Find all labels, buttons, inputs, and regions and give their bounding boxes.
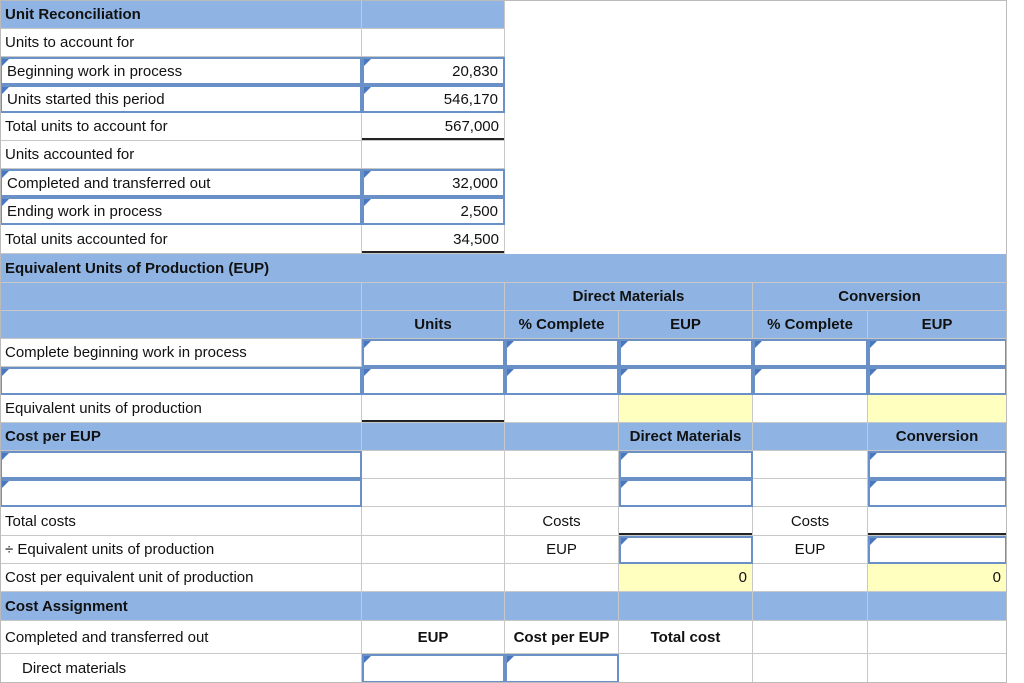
header-cell	[753, 592, 868, 621]
cost-dm-header: Direct Materials	[619, 423, 753, 451]
empty-cell	[753, 621, 868, 654]
dm-cost-per-eup-value: 0	[619, 564, 753, 592]
conv-cost-input[interactable]	[868, 479, 1007, 507]
conv-eup-divisor-input[interactable]	[868, 536, 1007, 564]
cost-row-label-input[interactable]	[0, 451, 362, 479]
cost-conv-header: Conversion	[868, 423, 1007, 451]
conv-pct-complete-header: % Complete	[753, 311, 868, 339]
dm-pct-input[interactable]	[505, 339, 619, 367]
header-cell	[362, 0, 505, 29]
units-to-account-label: Units to account for	[0, 29, 362, 57]
empty-cell	[362, 141, 505, 169]
dm-eup-total	[619, 395, 753, 423]
completed-transferred-input[interactable]: 32,000	[362, 169, 505, 197]
empty-cell	[505, 451, 619, 479]
units-started-label[interactable]: Units started this period	[0, 85, 362, 113]
cost-per-eup-title: Cost per EUP	[0, 423, 362, 451]
conv-eup-input[interactable]	[868, 367, 1007, 395]
empty-cell	[362, 451, 505, 479]
empty-cell	[362, 479, 505, 507]
beginning-units-input[interactable]	[362, 339, 505, 367]
units-header: Units	[362, 311, 505, 339]
header-cell	[505, 423, 619, 451]
header-cell	[619, 592, 753, 621]
dm-cost-input[interactable]	[619, 479, 753, 507]
ca-direct-materials-label: Direct materials	[0, 654, 362, 683]
cost-assignment-title: Cost Assignment	[0, 592, 362, 621]
eup-conversion-header: Conversion	[753, 283, 1007, 311]
conv-pct-input[interactable]	[753, 339, 868, 367]
dm-eup-divisor-input[interactable]	[619, 536, 753, 564]
conv-eup-label: EUP	[753, 536, 868, 564]
units-input[interactable]	[362, 367, 505, 395]
ca-dm-total-cost	[619, 654, 753, 683]
header-cell	[0, 311, 362, 339]
dm-pct-complete-header: % Complete	[505, 311, 619, 339]
empty-cell	[362, 507, 505, 536]
empty-cell	[753, 479, 868, 507]
total-accounted-label: Total units accounted for	[0, 225, 362, 254]
ca-eup-header: EUP	[362, 621, 505, 654]
ca-total-cost-header: Total cost	[619, 621, 753, 654]
empty-cell	[362, 536, 505, 564]
ca-dm-cost-per-eup-input[interactable]	[505, 654, 619, 683]
header-cell	[868, 592, 1007, 621]
eup-row-label-input[interactable]	[0, 367, 362, 395]
header-cell	[753, 423, 868, 451]
total-accounted-value: 34,500	[362, 225, 505, 254]
unit-reconciliation-title: Unit Reconciliation	[0, 0, 362, 29]
total-to-account-label: Total units to account for	[0, 113, 362, 141]
empty-cell	[868, 654, 1007, 683]
ca-dm-eup-input[interactable]	[362, 654, 505, 683]
cost-row-label-input[interactable]	[0, 479, 362, 507]
dm-eup-label: EUP	[505, 536, 619, 564]
empty-cell	[505, 479, 619, 507]
divide-eup-label: ÷ Equivalent units of production	[0, 536, 362, 564]
dm-eup-input[interactable]	[619, 367, 753, 395]
total-to-account-value: 567,000	[362, 113, 505, 141]
complete-beginning-wip-label: Complete beginning work in process	[0, 339, 362, 367]
header-cell	[362, 283, 505, 311]
units-accounted-label: Units accounted for	[0, 141, 362, 169]
empty-cell	[753, 395, 868, 423]
ca-cost-per-eup-header: Cost per EUP	[505, 621, 619, 654]
conv-costs-label: Costs	[753, 507, 868, 536]
completed-transferred-label[interactable]: Completed and transferred out	[0, 169, 362, 197]
units-total-cell	[362, 395, 505, 423]
eup-direct-materials-header: Direct Materials	[505, 283, 753, 311]
conv-eup-input[interactable]	[868, 339, 1007, 367]
empty-cell	[362, 29, 505, 57]
header-cell	[362, 423, 505, 451]
empty-cell	[753, 654, 868, 683]
units-started-input[interactable]: 546,170	[362, 85, 505, 113]
beginning-wip-label[interactable]: Beginning work in process	[0, 57, 362, 85]
header-cell	[505, 592, 619, 621]
dm-eup-header: EUP	[619, 311, 753, 339]
dm-total-costs	[619, 507, 753, 536]
total-costs-label: Total costs	[0, 507, 362, 536]
header-cell	[362, 592, 505, 621]
conv-pct-input[interactable]	[753, 367, 868, 395]
conv-eup-total	[868, 395, 1007, 423]
conv-total-costs	[868, 507, 1007, 536]
empty-cell	[868, 621, 1007, 654]
ending-wip-label[interactable]: Ending work in process	[0, 197, 362, 225]
empty-cell	[505, 564, 619, 592]
dm-costs-label: Costs	[505, 507, 619, 536]
empty-cell	[753, 451, 868, 479]
conv-cost-per-eup-value: 0	[868, 564, 1007, 592]
empty-cell	[362, 564, 505, 592]
beginning-wip-input[interactable]: 20,830	[362, 57, 505, 85]
empty-cell	[753, 564, 868, 592]
cost-per-unit-label: Cost per equivalent unit of production	[0, 564, 362, 592]
eup-title: Equivalent Units of Production (EUP)	[0, 254, 1007, 283]
ca-completed-label: Completed and transferred out	[0, 621, 362, 654]
eup-total-label: Equivalent units of production	[0, 395, 362, 423]
ending-wip-input[interactable]: 2,500	[362, 197, 505, 225]
empty-cell	[505, 395, 619, 423]
conv-eup-header: EUP	[868, 311, 1007, 339]
dm-cost-input[interactable]	[619, 451, 753, 479]
dm-pct-input[interactable]	[505, 367, 619, 395]
dm-eup-input[interactable]	[619, 339, 753, 367]
header-cell	[0, 283, 362, 311]
conv-cost-input[interactable]	[868, 451, 1007, 479]
